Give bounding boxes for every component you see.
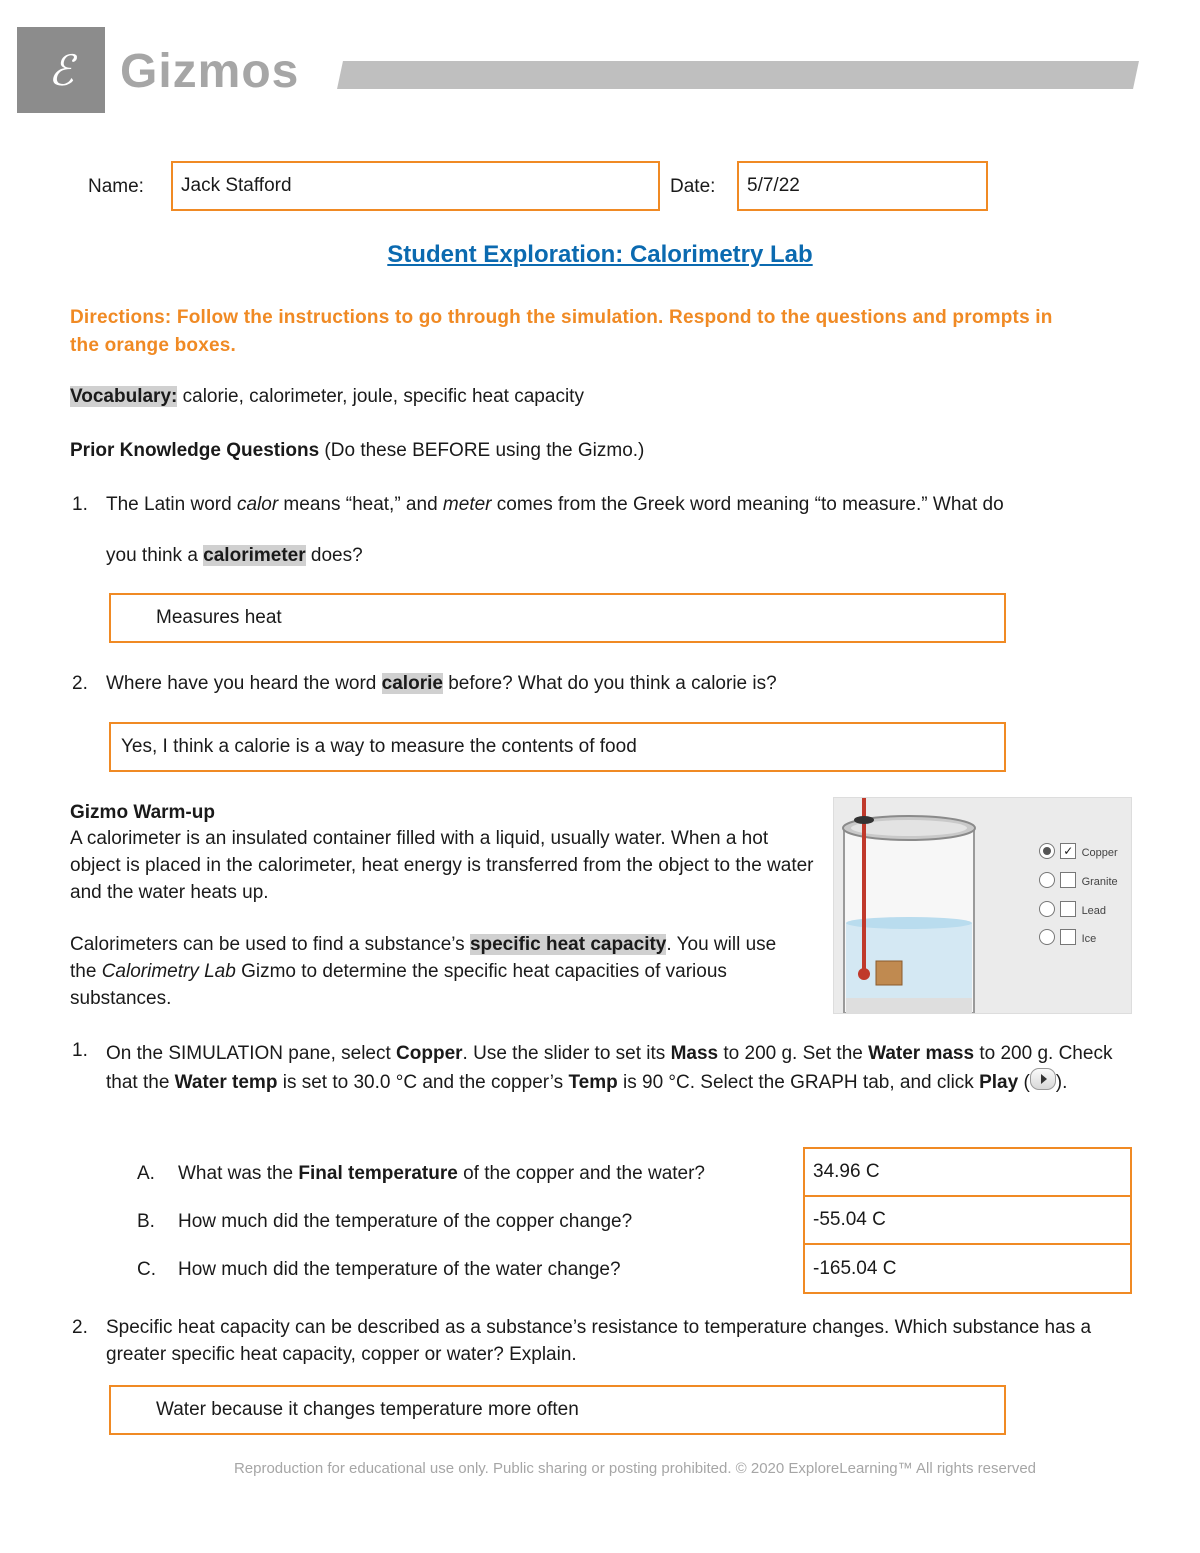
text: comes from the Greek word meaning “to measure.” What do <box>491 494 1004 515</box>
option-label: Copper <box>1081 847 1118 859</box>
checkbox-checked-icon[interactable]: ✓ <box>1060 843 1076 859</box>
date-field[interactable]: 5/7/22 <box>737 161 988 211</box>
warmup-q2-number: 2. <box>72 1317 88 1338</box>
logo-glyph: ℰ <box>48 45 74 95</box>
option-label: Granite <box>1081 876 1118 888</box>
prior-q2-number: 2. <box>72 673 88 694</box>
vocabulary-label: Vocabulary: <box>70 386 178 407</box>
text: is set to 30.0 °C and the copper’s <box>277 1072 569 1093</box>
subq-a-text <box>178 1163 705 1185</box>
prior-q1-answer-box[interactable]: Measures heat <box>109 593 1006 643</box>
warmup-q2-answer-box[interactable]: Water because it changes temperature more often <box>109 1385 1006 1435</box>
checkbox-icon[interactable] <box>1060 929 1076 945</box>
prior-q2-text <box>106 673 777 695</box>
prior-knowledge-heading <box>70 440 644 462</box>
gizmos-logo-icon <box>17 27 105 113</box>
text: . You will use the <box>70 934 777 982</box>
prior-heading-note: (Do these BEFORE using the Gizmo.) <box>319 440 645 461</box>
checkbox-icon[interactable] <box>1060 872 1076 888</box>
directions: Directions: Follow the instructions to go through the simulation. Respond to the questions and prompts in the orange boxes. <box>70 307 1053 356</box>
name-field[interactable]: Jack Stafford <box>171 161 660 211</box>
text: Temp <box>568 1072 618 1093</box>
sim-option-granite[interactable] <box>1039 869 1118 891</box>
calorimeter-term: calorimeter <box>203 545 306 566</box>
footer-copyright: Reproduction for educational use only. Public sharing or posting prohibited. © 2020 ExploreLearning™ All rights reserved <box>233 1460 1037 1477</box>
text: means “heat,” and <box>278 494 443 515</box>
subq-a-letter: A. <box>137 1163 155 1184</box>
text: to 200 g. Set the <box>718 1043 869 1064</box>
logo-text: Gizmos <box>120 45 300 98</box>
text: Gizmo to determine the specific heat capacities of various substances. <box>70 961 727 1009</box>
checkbox-icon[interactable] <box>1060 901 1076 917</box>
text: of the copper and the water? <box>457 1163 705 1184</box>
subq-b-answer[interactable]: -55.04 C <box>803 1195 1132 1245</box>
text: Where have you heard the word <box>106 673 382 694</box>
text: What was the <box>178 1163 299 1184</box>
text: you think a <box>106 545 204 566</box>
vocabulary-text: calorie, calorimeter, joule, specific heat capacity <box>177 386 584 407</box>
sim-option-ice[interactable] <box>1039 926 1096 948</box>
warmup-paragraph-1: A calorimeter is an insulated container filled with a liquid, usually water. When a hot object is placed in the calorimeter, heat energy is transferred from the object to the water and the water heats up. <box>70 828 814 903</box>
text: is 90 °C. Select the GRAPH tab, and click <box>617 1072 980 1093</box>
sim-option-copper[interactable] <box>1039 840 1118 862</box>
text: On the SIMULATION pane, select <box>106 1043 397 1064</box>
text: Final temperature <box>298 1163 458 1184</box>
warmup-heading: Gizmo Warm-up <box>70 802 215 823</box>
text: ( <box>1018 1072 1030 1093</box>
text: ). <box>1055 1072 1068 1093</box>
subq-b-text: How much did the temperature of the copper change? <box>178 1211 633 1232</box>
page-title: Student Exploration: Calorimetry Lab <box>387 241 813 268</box>
text: to 200 g. Check that the <box>106 1043 1113 1093</box>
date-label: Date: <box>670 176 716 197</box>
text: Calorimetry Lab <box>101 961 236 982</box>
warmup-q2-text: Specific heat capacity can be described as a substance’s resistance to temperature changes. Which substance has a greater specific heat capacity, copper or water? Explain. <box>106 1317 1092 1365</box>
calorie-term: calorie <box>381 673 443 694</box>
specific-heat-term: specific heat capacity <box>469 934 667 955</box>
sim-option-lead[interactable] <box>1039 898 1106 920</box>
warmup-q1-number: 1. <box>72 1040 88 1061</box>
subq-c-letter: C. <box>137 1259 156 1280</box>
vocabulary-line <box>70 386 584 408</box>
prior-q1-number: 1. <box>72 494 88 515</box>
text: Water temp <box>174 1072 278 1093</box>
calorimeter-simulation-image <box>833 797 1132 1014</box>
text: before? What do you think a calorie is? <box>442 673 777 694</box>
prior-q1-text-line2 <box>106 545 363 567</box>
text: does? <box>305 545 363 566</box>
text: calor <box>236 494 279 515</box>
play-icon <box>1030 1068 1056 1090</box>
name-label: Name: <box>88 176 144 197</box>
text: Calorimeters can be used to find a substance’s <box>70 934 470 955</box>
text: meter <box>442 494 492 515</box>
subq-a-answer[interactable]: 34.96 C <box>803 1147 1132 1197</box>
radio-icon[interactable] <box>1039 872 1055 888</box>
text: The Latin word <box>106 494 237 515</box>
warmup-q1-text <box>106 1040 1126 1097</box>
text: Mass <box>670 1043 719 1064</box>
prior-heading: Prior Knowledge Questions <box>70 440 320 461</box>
header-bar <box>337 61 1139 89</box>
prior-q2-answer-box[interactable]: Yes, I think a calorie is a way to measure the contents of food <box>109 722 1006 772</box>
subq-c-text: How much did the temperature of the water change? <box>178 1259 621 1280</box>
text: . Use the slider to set its <box>462 1043 671 1064</box>
subq-c-answer[interactable]: -165.04 C <box>803 1243 1132 1294</box>
radio-icon[interactable] <box>1039 929 1055 945</box>
option-label: Ice <box>1081 933 1097 945</box>
subq-b-letter: B. <box>137 1211 155 1232</box>
warmup-paragraph-2 <box>70 931 805 1012</box>
radio-selected-icon[interactable] <box>1039 843 1055 859</box>
option-label: Lead <box>1081 905 1107 917</box>
radio-icon[interactable] <box>1039 901 1055 917</box>
prior-q1-text <box>106 494 1146 516</box>
text: Play <box>979 1072 1019 1093</box>
text: Copper <box>396 1043 463 1064</box>
text: Water mass <box>868 1043 975 1064</box>
